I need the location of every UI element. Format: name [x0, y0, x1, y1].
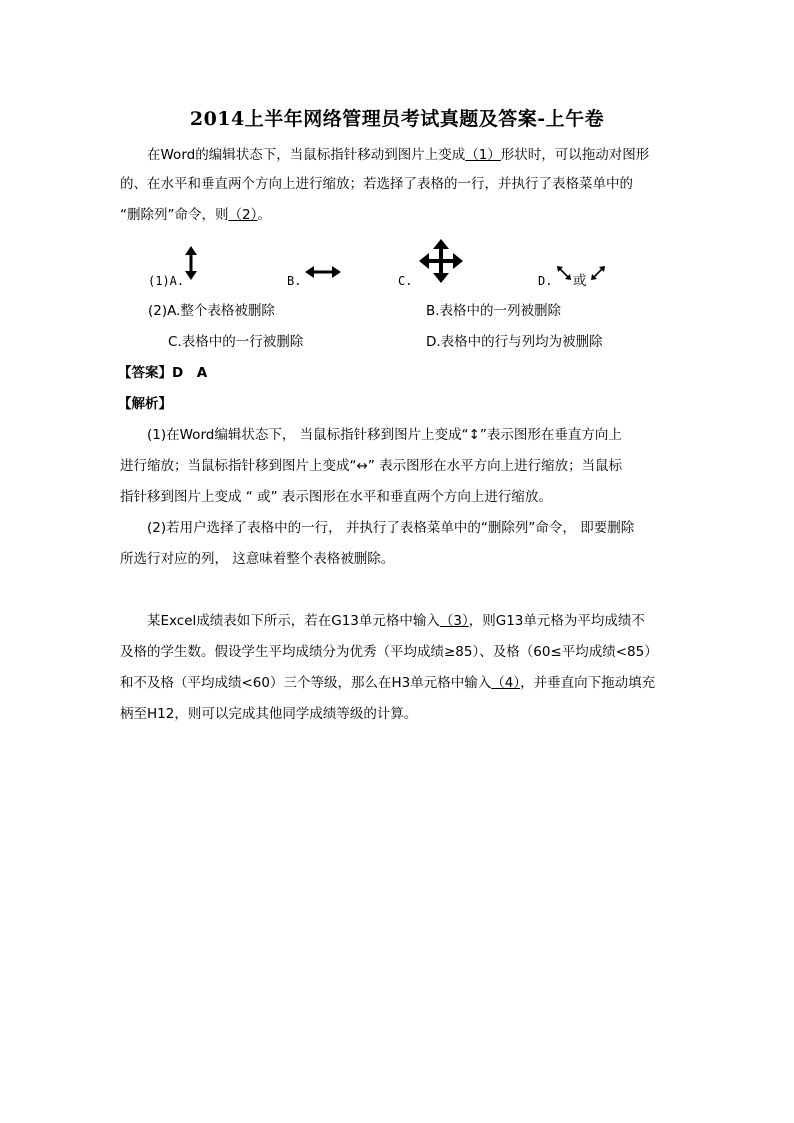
option-2a: (2)A.整个表格被删除: [148, 303, 275, 319]
q1-line1-text-b: 形状时，可以拖动对图形: [500, 147, 650, 163]
q2-line1: [147, 611, 645, 631]
analysis-1-line2-text: 进行缩放；当鼠标指针移到图片上变成“: [120, 458, 357, 474]
option-2c: C.表格中的一行被删除: [168, 334, 304, 350]
q1-line3: [120, 205, 271, 225]
analysis-2-line1: (2)若用户选择了表格中的一行， 并执行了表格菜单中的“删除列”命令， 即要删除: [147, 520, 635, 536]
analysis-1-line2-text-b: ” 表示图形在水平方向上进行缩放；当鼠标: [367, 458, 623, 474]
q1-line1-text: 在Word的编辑状态下，当鼠标指针移动到图片上变成: [147, 147, 466, 163]
option-1b-label: B.: [287, 274, 302, 288]
diagonal-resize-nwse-cursor-icon: [557, 266, 571, 280]
vertical-arrow-symbol: ↕: [468, 427, 480, 443]
answer-value: D A: [172, 365, 208, 381]
blank-2: （2）: [228, 207, 258, 223]
option-1d-or: 或: [573, 273, 587, 289]
analysis-1-line3: 指针移到图片上变成 “ 或” 表示图形在水平和垂直两个方向上进行缩放。: [120, 489, 552, 505]
blank-3: （3）: [439, 613, 469, 629]
option-2d: D.表格中的行与列均为被删除: [426, 334, 603, 350]
q2-line3-text: 和不及格（平均成绩<60）三个等级，那么在H3单元格中输入: [120, 675, 492, 691]
horizontal-arrow-symbol: ↔: [356, 458, 368, 474]
q2-line1-text: 某Excel成绩表如下所示，若在G13单元格中输入: [147, 613, 440, 629]
blank-1: （1）: [465, 147, 501, 163]
analysis-label: 【解析】: [118, 396, 172, 412]
q1-line2: 的、在水平和垂直两个方向上进行缩放；若选择了表格的一行，并执行了表格菜单中的: [120, 176, 633, 192]
page-title: 2014上半年网络管理员考试真题及答案-上午卷: [189, 108, 605, 130]
analysis-2-line2: 所选行对应的列， 这意味着整个表格被删除。: [120, 551, 395, 567]
q2-line3: [120, 673, 655, 693]
vertical-resize-cursor-icon: [183, 246, 199, 280]
blank-4: （4）: [491, 675, 521, 691]
q2-line4: 柄至H12，则可以完成其他同学成绩等级的计算。: [120, 706, 418, 722]
analysis-1-text-b: ”表示图形在垂直方向上: [479, 427, 622, 443]
diagonal-resize-nesw-cursor-icon: [591, 266, 605, 280]
q1-line1: [147, 145, 649, 165]
q1-line3-text: “删除列”命令，则: [120, 207, 229, 223]
analysis-1-text: (1)在Word编辑状态下， 当鼠标指针移到图片上变成“: [147, 427, 469, 443]
answer-label: 【答案】: [118, 365, 172, 381]
option-1a-label: (1)A.: [148, 274, 185, 288]
move-cursor-icon: [419, 239, 463, 283]
analysis-1-line2: [120, 456, 622, 476]
analysis-1-line1: [147, 425, 622, 445]
option-1c-label: C.: [398, 274, 413, 288]
option-1d-label: D.: [538, 274, 553, 288]
q2-line1-text-b: ，则G13单元格为平均成绩不: [468, 613, 645, 629]
q2-line3-text-b: ，并垂直向下拖动填充: [520, 675, 656, 691]
q2-line2: 及格的学生数。假设学生平均成绩分为优秀（平均成绩≥85）、及格（60≤平均成绩<85）: [120, 644, 658, 660]
q1-line3-text-b: 。: [257, 207, 271, 223]
option-2b: B.表格中的一列被删除: [426, 303, 562, 319]
horizontal-resize-cursor-icon: [305, 264, 341, 280]
answer-line: [118, 363, 207, 383]
